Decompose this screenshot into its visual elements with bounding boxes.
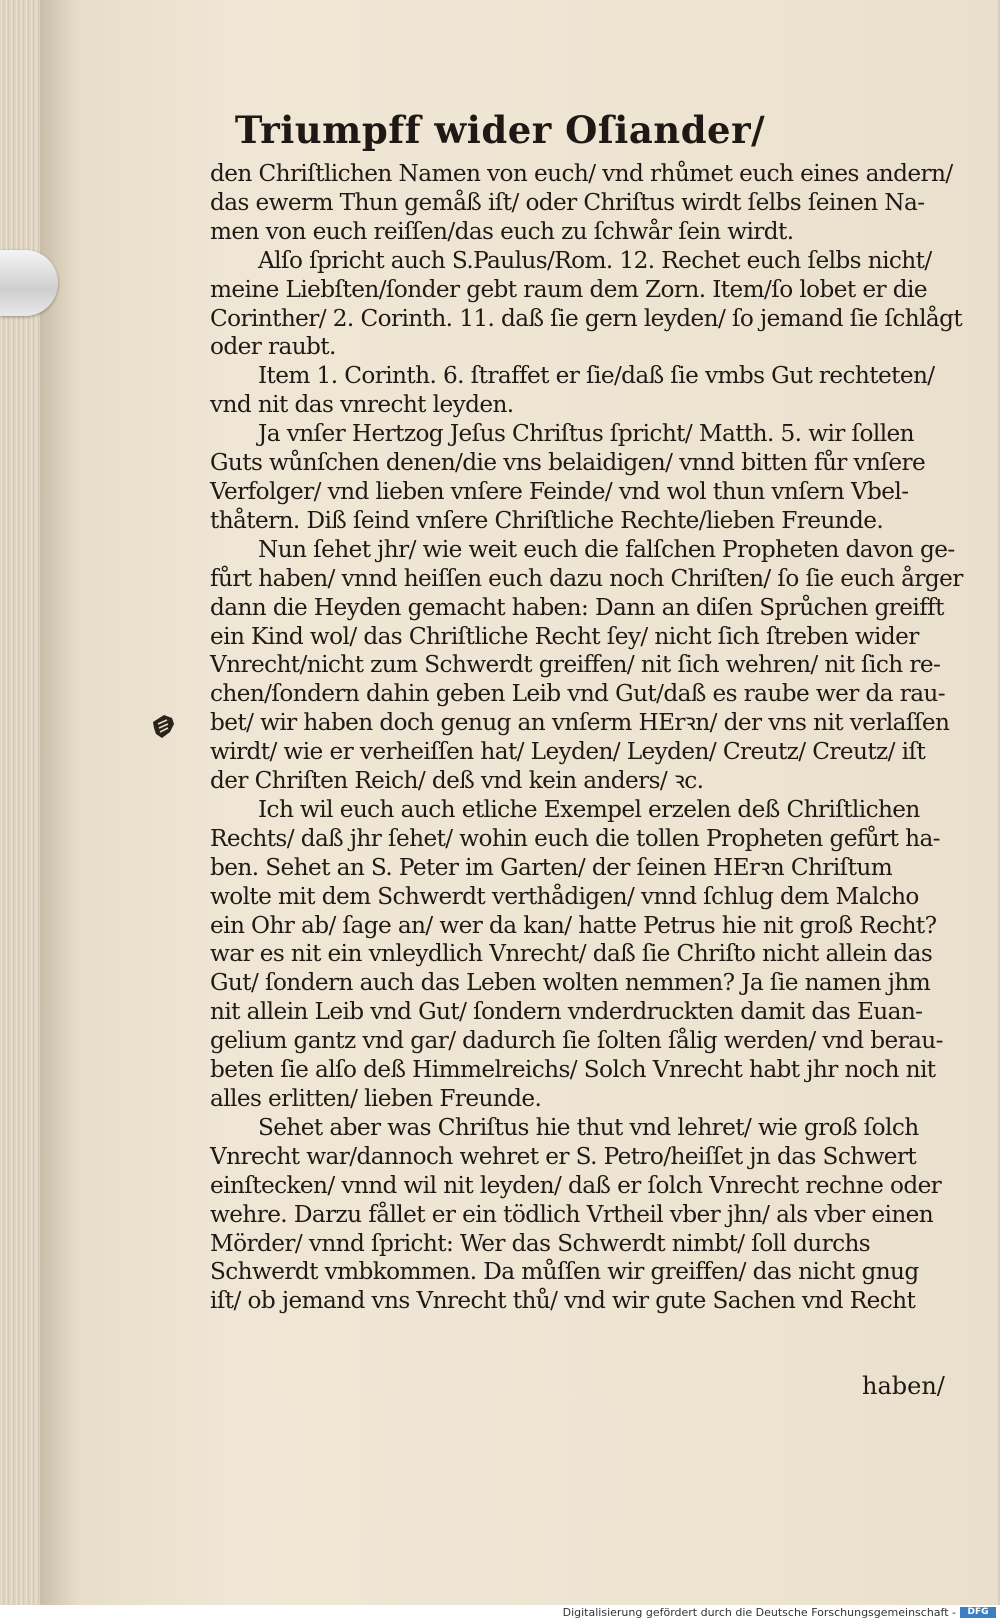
text-line: beten ſie alſo deß Himmelreichs/ Solch Vnrecht habt jhr noch nit: [210, 1056, 936, 1084]
text-line: einſtecken/ vnnd wil nit leyden/ daß er ſolch Vnrecht rechne oder: [210, 1171, 942, 1199]
text-line: Vnrecht war/dannoch wehret er S. Petro/heiſſet jn das Schwert: [210, 1142, 917, 1170]
text-line: oder raubt.: [210, 333, 336, 361]
body-text: [210, 160, 963, 1316]
text-line: alles erlitten/ lieben Freunde.: [210, 1085, 542, 1112]
text-line: nit allein Leib vnd Gut/ ſondern vnderdruckten damit das Euan-: [210, 998, 923, 1026]
text-line: Verfolger/ vnd lieben vnſere Feinde/ vnd wol thun vnſern Vbel-: [210, 477, 909, 505]
running-head: Triumpff wider Oſiander/: [234, 108, 766, 152]
text-line: Ich wil euch auch etliche Exempel erzelen deß Chriſtlichen: [258, 795, 920, 823]
text-line: der Chriſten Reich/ deß vnd kein anders/ ꝛc.: [210, 767, 704, 795]
text-line: thåtern. Diß ſeind vnſere Chriſtliche Rechte/lieben Freunde.: [210, 506, 884, 534]
text-line: Vnrecht/nicht zum Schwerdt greiffen/ nit ſich wehren/ nit ſich re-: [210, 651, 941, 679]
text-line: war es nit ein vnleydlich Vnrecht/ daß ſie Chriſto nicht allein das: [210, 940, 933, 968]
text-line: chen/ſondern dahin geben Leib vnd Gut/daß es raube wer da rau-: [210, 680, 945, 708]
text-line: das ewerm Thun gemåß iſt/ oder Chriſtus wirdt ſelbs ſeinen Na-: [210, 188, 925, 216]
text-line: wolte mit dem Schwerdt verthådigen/ vnnd ſchlug dem Malcho: [210, 882, 919, 910]
text-line: vnd nit das vnrecht leyden.: [210, 391, 514, 419]
footer-bar: [0, 1605, 1000, 1620]
text-line: Guts wůnſchen denen/die vns belaidigen/ vnnd bitten fůr vnſere: [210, 449, 926, 477]
text-line: meine Liebſten/ſonder gebt raum dem Zorn. Item/ſo lobet er die: [210, 275, 927, 303]
text-line: Schwerdt vmbkommen. Da můſſen wir greiffen/ das nicht gnug: [210, 1258, 919, 1286]
catchword: haben/: [862, 1372, 945, 1400]
dfg-logo-icon: DFG: [960, 1607, 996, 1618]
text-line: fůrt haben/ vnnd heiſſen euch dazu noch Chriſten/ ſo ſie euch årger: [210, 564, 963, 592]
text-line: den Chriſtlichen Namen von euch/ vnd rhůmet euch eines andern/: [210, 160, 953, 187]
text-line: ein Kind wol/ das Chriſtliche Recht ſey/ nicht ſich ſtreben wider: [210, 622, 919, 650]
text-line: ein Ohr ab/ ſage an/ wer da kan/ hatte Petrus hie nit groß Recht?: [210, 911, 937, 939]
text-line: dann die Heyden gemacht haben: Dann an diſen Sprůchen greifft: [210, 593, 944, 621]
manicule-icon: [150, 710, 176, 742]
text-line: iſt/ ob jemand vns Vnrecht thů/ vnd wir gute Sachen vnd Recht: [210, 1287, 916, 1315]
text-line: bet/ wir haben doch genug an vnſerm HErꝛn/ der vns nit verlaſſen: [210, 709, 950, 737]
text-line: Item 1. Corinth. 6. ſtraffet er ſie/daß ſie vmbs Gut rechteten/: [258, 362, 935, 390]
text-line: Rechts/ daß jhr ſehet/ wohin euch die tollen Propheten gefůrt ha-: [210, 824, 940, 852]
text-line: gelium gantz vnd gar/ dadurch ſie ſolten ſålig werden/ vnd berau-: [210, 1027, 943, 1055]
text-line: Gut/ ſondern auch das Leben wolten nemmen? Ja ſie namen jhm: [210, 969, 931, 997]
text-line: ben. Sehet an S. Peter im Garten/ der ſeinen HErꝛn Chriſtum: [210, 853, 893, 881]
text-line: Sehet aber was Chriſtus hie thut vnd lehret/ wie groß ſolch: [258, 1113, 919, 1141]
text-line: Ja vnſer Hertzog Jeſus Chriſtus ſpricht/ Matth. 5. wir ſollen: [258, 420, 914, 448]
text-line: wirdt/ wie er verheiſſen hat/ Leyden/ Leyden/ Creutz/ Creutz/ iſt: [210, 738, 926, 766]
footer-credit: Digitalisierung gefördert durch die Deutsche Forschungsgemeinschaft -: [562, 1606, 956, 1619]
text-line: wehre. Darzu fållet er ein tödlich Vrtheil vber jhn/ als vber einen: [210, 1200, 934, 1228]
text-line: Alſo ſpricht auch S.Paulus/Rom. 12. Rechet euch ſelbs nicht/: [258, 246, 932, 274]
text-line: Corinther/ 2. Corinth. 11. daß ſie gern leyden/ ſo jemand ſie ſchlågt: [210, 304, 963, 332]
text-line: Nun ſehet jhr/ wie weit euch die falſchen Propheten davon ge-: [258, 535, 955, 563]
text-line: Mörder/ vnnd ſpricht: Wer das Schwerdt nimbt/ ſoll durchs: [210, 1229, 871, 1257]
text-line: men von euch reiſſen/das euch zu ſchwår ſein wirdt.: [210, 217, 794, 245]
